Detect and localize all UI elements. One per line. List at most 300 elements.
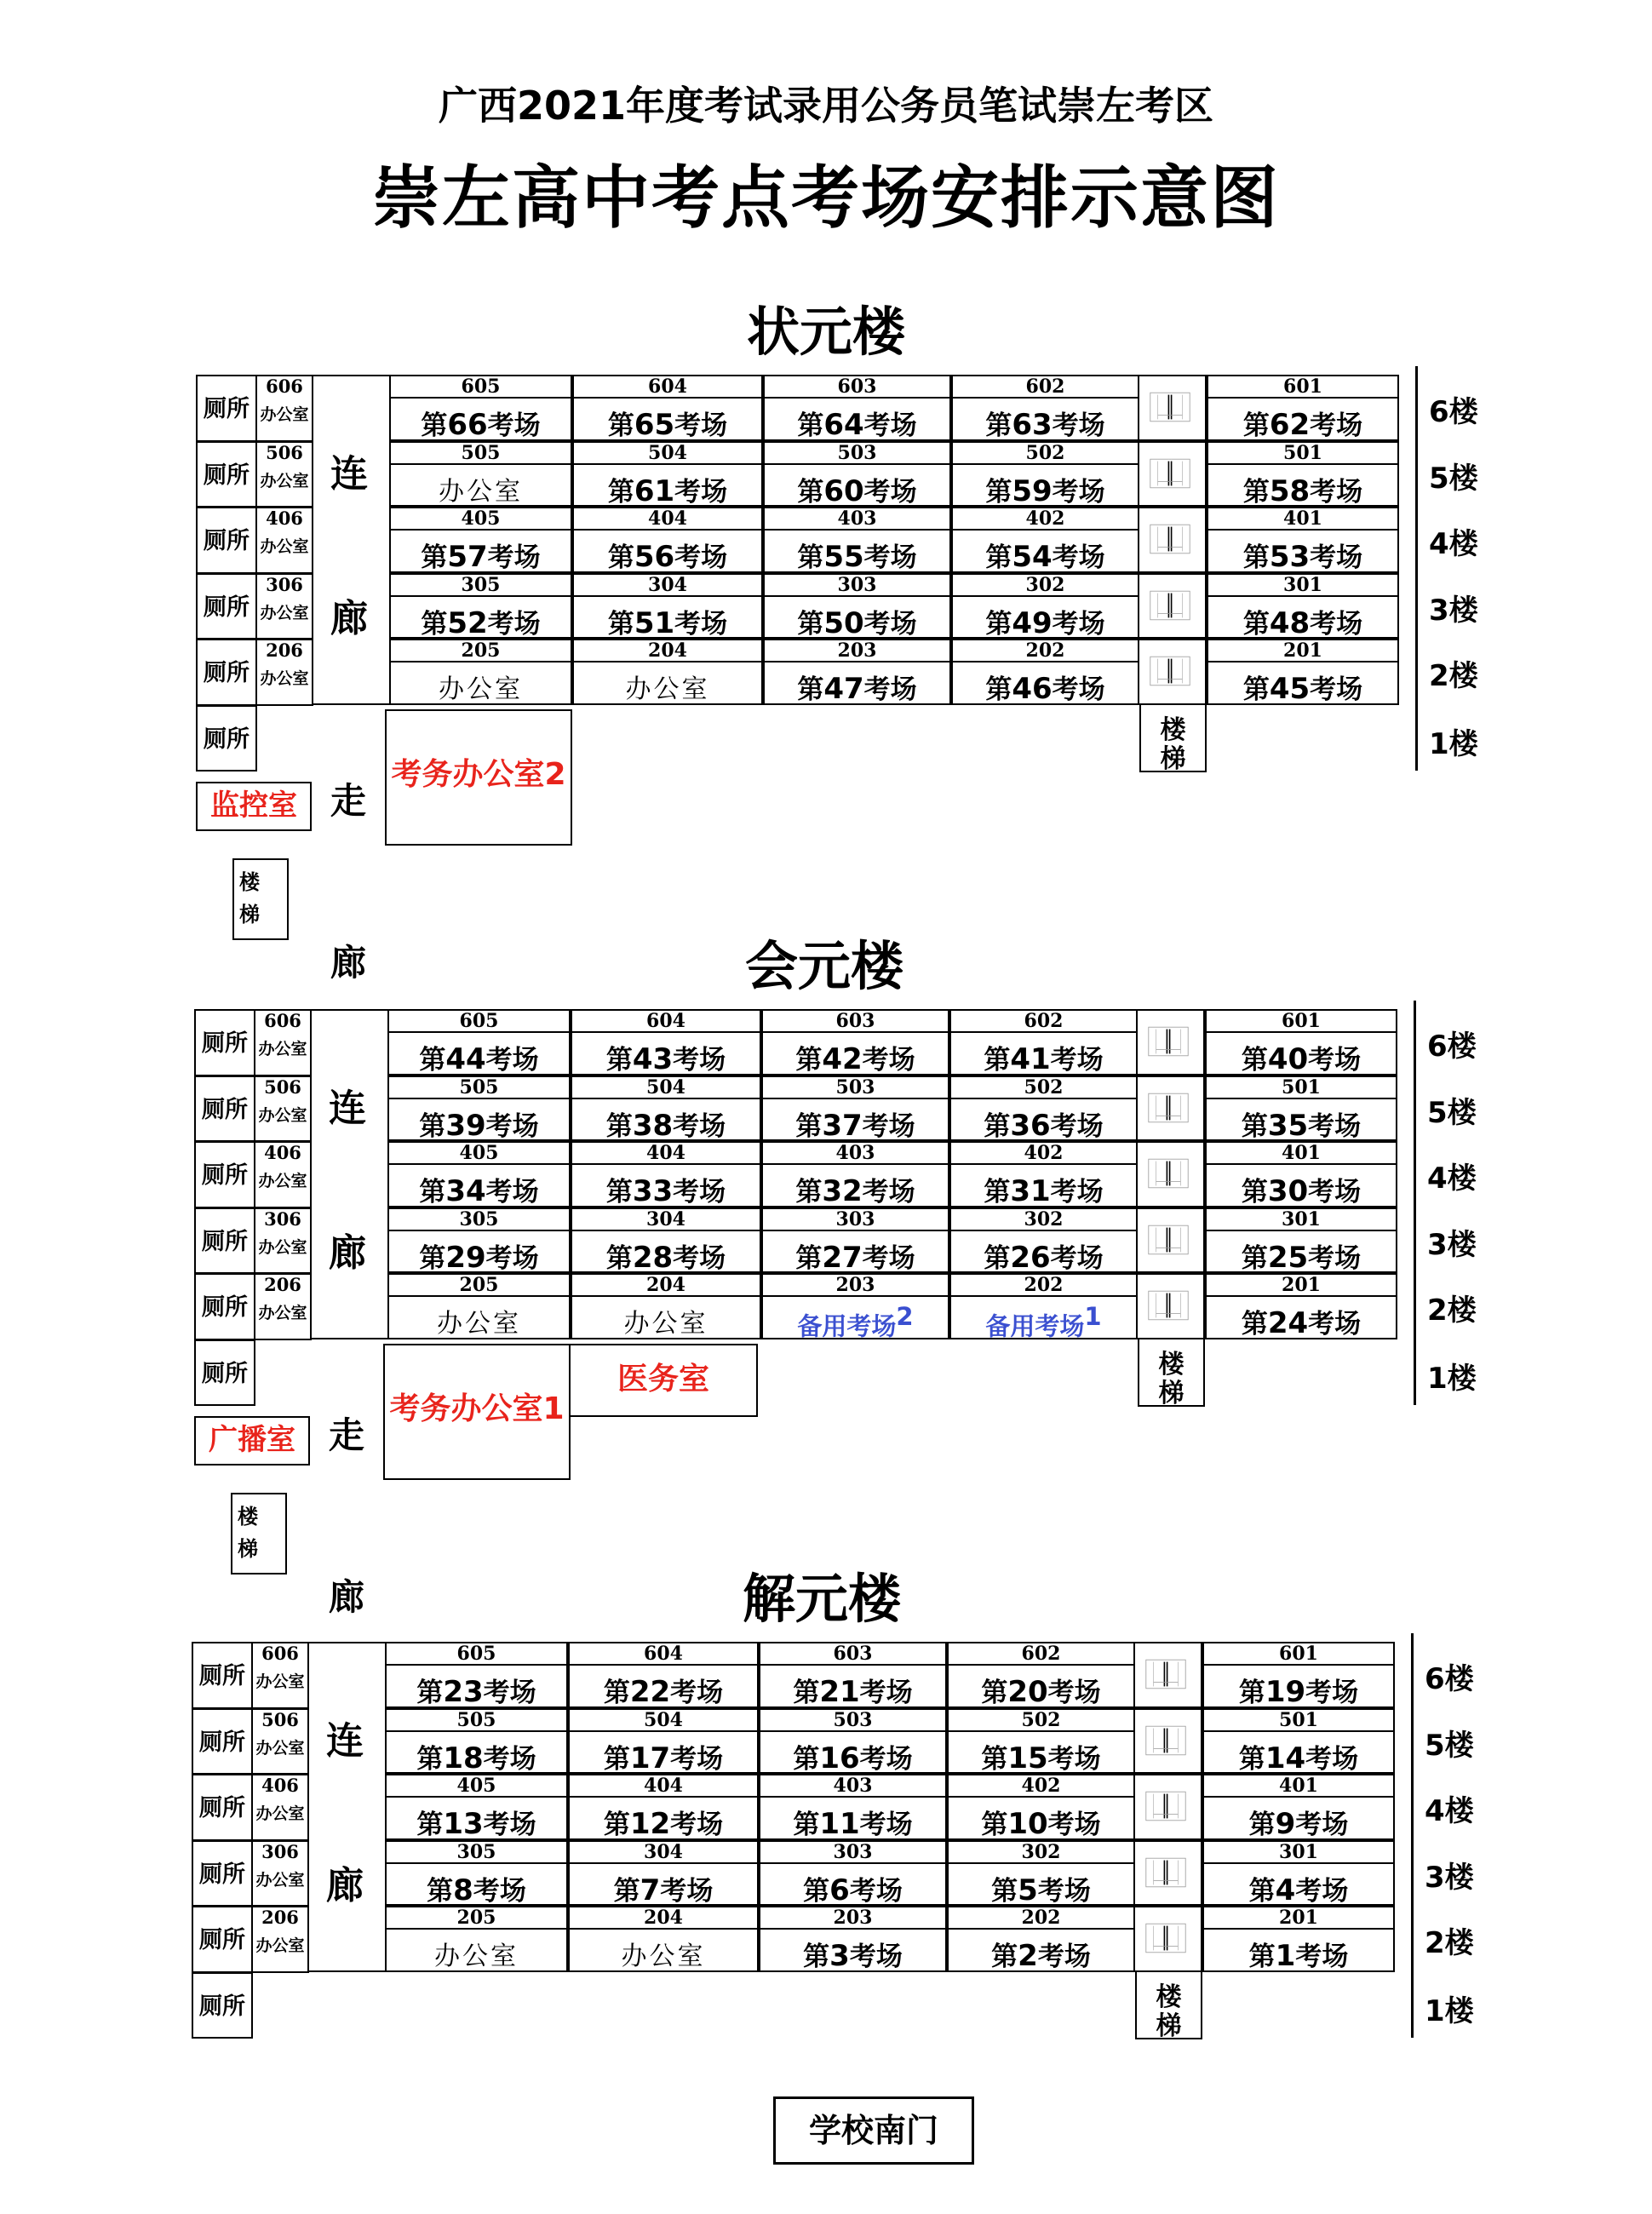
stair-icon: [1150, 654, 1190, 688]
exam-prefix: 第: [419, 1110, 446, 1142]
room-cell: [1205, 1141, 1397, 1207]
room-label: [951, 1038, 1136, 1076]
room-label: [572, 1302, 760, 1339]
room-cell: [763, 639, 951, 705]
room-number: 202: [1025, 640, 1065, 662]
exam-prefix: 第: [795, 1242, 823, 1274]
room-label: [953, 668, 1138, 706]
exam-number: 34: [445, 1174, 486, 1208]
room-label: [391, 404, 571, 442]
exam-number: 54: [1012, 540, 1053, 574]
exam-prefix: 第: [607, 476, 634, 508]
exam-prefix: 第: [984, 1045, 1011, 1075]
stair-icon: [1145, 1724, 1186, 1758]
exam-number: 59: [1012, 473, 1053, 508]
room-cell: [389, 639, 572, 705]
room-cell: [763, 507, 951, 573]
corridor-char: 连: [326, 1719, 364, 1763]
exam-number: 33: [632, 1174, 674, 1208]
side-office-cell: [254, 1075, 312, 1143]
side-room-number: 606: [266, 376, 303, 397]
side-room-number: 606: [264, 1010, 301, 1031]
grid-right-border: [1397, 375, 1399, 705]
exam-prefix: 第: [803, 1942, 830, 1972]
stair-icon: [1145, 1921, 1186, 1955]
room-number: 402: [1021, 1775, 1061, 1797]
room-cell: [761, 1141, 949, 1207]
office-label: 办公室: [625, 674, 710, 704]
room-label: [763, 1302, 948, 1342]
room-number-strip: [391, 508, 571, 531]
exam-prefix: 第: [1248, 1810, 1276, 1840]
exam-prefix: 第: [416, 1810, 444, 1840]
exam-prefix: 第: [603, 1678, 630, 1708]
room-number: 505: [459, 1075, 499, 1098]
room-number-strip: [763, 1209, 948, 1231]
room-cell: [947, 1642, 1135, 1708]
office-label: 办公室: [439, 674, 523, 704]
room-number-strip: [574, 640, 761, 662]
exam-number: 45: [1269, 672, 1311, 706]
exam-number: 31: [1010, 1174, 1051, 1208]
room-label: [389, 1170, 569, 1208]
room-number-strip: [1207, 1275, 1396, 1297]
stair-label: 楼: [1160, 714, 1186, 745]
exam-number: 23: [443, 1675, 484, 1709]
room-cell: [385, 1906, 568, 1972]
room-number: 603: [833, 1643, 873, 1665]
room-number-strip: [574, 443, 761, 465]
room-cell: [571, 1273, 761, 1339]
room-label: [765, 536, 949, 574]
room-label: [763, 1236, 948, 1275]
building-name: 解元楼: [742, 1568, 901, 1630]
exam-prefix: 第: [605, 1177, 633, 1207]
side-office-cell: [251, 1840, 309, 1907]
room-cell: [947, 1906, 1135, 1972]
room-cell: [568, 1642, 759, 1708]
room-number: 603: [835, 1010, 875, 1032]
room-number: 404: [648, 508, 687, 530]
room-number: 502: [1024, 1075, 1064, 1098]
room-number-strip: [760, 1643, 945, 1666]
exam-suffix: 考场: [674, 542, 728, 573]
room-label: [572, 1236, 760, 1275]
room-label: [387, 1869, 566, 1907]
exam-suffix: 考场: [849, 1875, 903, 1907]
room-number: 405: [456, 1775, 496, 1797]
corridor-frame: [307, 1642, 385, 1972]
room-cell: [1202, 1906, 1395, 1972]
room-number-strip: [760, 1775, 945, 1798]
exam-prefix: 第: [981, 1810, 1008, 1840]
room-number-strip: [1208, 443, 1397, 465]
room-label: [949, 1869, 1133, 1907]
exam-number: 2: [1018, 1939, 1038, 1973]
exam-number: 66: [447, 408, 488, 442]
exam-suffix: 考场: [1047, 1810, 1101, 1840]
room-cell: [949, 1273, 1138, 1339]
room-cell: [1207, 507, 1399, 573]
exam-number: 12: [629, 1807, 671, 1841]
room-number-strip: [389, 1275, 569, 1297]
room-number-strip: [572, 1011, 760, 1033]
room-cell: [389, 507, 572, 573]
room-label: [391, 668, 571, 705]
side-office-cell: [255, 441, 313, 508]
side-stair: [232, 858, 292, 944]
room-cell: [951, 375, 1139, 441]
exam-suffix: 考场: [1037, 1942, 1091, 1972]
room-label: [760, 1803, 945, 1841]
room-label: [389, 1104, 569, 1143]
exam-prefix: 第: [984, 1242, 1011, 1274]
stairwell-cell: [1138, 1009, 1205, 1075]
room-cell: [572, 375, 763, 441]
stair-label: 楼: [239, 869, 260, 894]
room-number-strip: [389, 1209, 569, 1231]
title-line-2: 崇左高中考点考场安排示意图: [372, 158, 1280, 238]
room-label: [953, 404, 1138, 442]
room-label: [765, 404, 949, 442]
stair-icon: [1150, 522, 1190, 556]
room-cell: [385, 1774, 568, 1840]
spare-room-label: 备用考场: [985, 1311, 1085, 1341]
exam-number: 10: [1007, 1807, 1048, 1841]
exam-prefix: 第: [605, 1045, 633, 1075]
exam-prefix: 第: [1241, 1045, 1268, 1075]
room-label: [763, 1170, 948, 1208]
exam-number: 19: [1265, 1675, 1306, 1709]
room-number-strip: [1207, 1077, 1396, 1099]
room-number: 502: [1025, 441, 1065, 464]
room-number-strip: [1208, 376, 1397, 399]
room-number-strip: [387, 1643, 566, 1666]
room-label: [1204, 1803, 1393, 1841]
stairwell-cell: [1139, 573, 1207, 640]
room-label: [760, 1869, 945, 1907]
room-cell: [572, 441, 763, 508]
stair-icon: [1148, 1223, 1189, 1257]
room-label: [765, 470, 949, 508]
exam-prefix: 第: [419, 1177, 446, 1207]
stair-icon: [1148, 1156, 1189, 1190]
room-number-strip: [572, 1077, 760, 1099]
room-label: [760, 1935, 945, 1973]
room-number: 202: [1024, 1274, 1064, 1296]
room-number-strip: [1207, 1143, 1396, 1165]
exam-suffix: 考场: [485, 1177, 539, 1207]
exam-number: 16: [819, 1741, 860, 1775]
side-room-number: 306: [266, 573, 303, 595]
room-cell: [949, 1141, 1138, 1207]
side-room-number: 406: [261, 1775, 299, 1796]
room-number-strip: [574, 575, 761, 597]
room-number: 601: [1283, 376, 1322, 398]
room-number: 402: [1024, 1142, 1064, 1164]
exam-prefix: 第: [991, 1875, 1018, 1907]
exam-prefix: 第: [419, 1045, 446, 1075]
exam-suffix: 考场: [473, 1875, 526, 1907]
room-cell: [571, 1141, 761, 1207]
room-label: [953, 536, 1138, 574]
exam-prefix: 第: [795, 1045, 823, 1075]
exam-number: 7: [640, 1873, 661, 1907]
room-label: [951, 1236, 1136, 1275]
exam-number: 64: [823, 408, 864, 442]
room-label: [760, 1737, 945, 1775]
room-label: [765, 668, 949, 706]
exam-suffix: 考场: [487, 542, 541, 573]
room-label: [572, 1038, 760, 1076]
room-cell: [949, 1207, 1138, 1274]
room-number: 204: [646, 1274, 685, 1296]
exam-prefix: 第: [1248, 1875, 1276, 1907]
exam-number: 25: [1267, 1240, 1309, 1275]
stairwell-ground: [1139, 703, 1207, 773]
exam-prefix: 第: [1241, 1177, 1268, 1207]
toilet-label: 厕所: [194, 1141, 255, 1208]
room-number: 302: [1025, 573, 1065, 596]
room-number-strip: [951, 1209, 1136, 1231]
room-cell: [763, 441, 951, 508]
floor-label: 6楼: [1425, 1662, 1474, 1696]
side-office-label: 办公室: [255, 1672, 305, 1691]
room-number-strip: [760, 1842, 945, 1864]
stairwell-cell: [1139, 375, 1207, 441]
floor-label: 1楼: [1425, 1993, 1474, 2028]
side-office-label: 办公室: [255, 1738, 305, 1758]
room-number: 201: [1283, 640, 1322, 662]
room-number-strip: [763, 1077, 948, 1099]
exam-number: 62: [1269, 408, 1311, 442]
exam-number: 21: [819, 1675, 860, 1709]
toilet-label: 厕所: [192, 1906, 253, 1973]
room-number: 602: [1025, 376, 1065, 398]
room-label: [1204, 1737, 1393, 1775]
side-room-number: 506: [261, 1708, 299, 1730]
exam-suffix: 考场: [1295, 1810, 1349, 1840]
exam-suffix: 考场: [483, 1743, 536, 1775]
floor-label: 5楼: [1425, 1728, 1474, 1763]
exam-number: 40: [1267, 1042, 1309, 1076]
room-number-strip: [949, 1710, 1133, 1732]
room-cell: [571, 1009, 761, 1075]
exam-number: 13: [443, 1807, 484, 1841]
room-number: 203: [835, 1274, 875, 1296]
exam-suffix: 考场: [670, 1678, 724, 1708]
exam-prefix: 第: [797, 410, 824, 441]
floor-label: 2楼: [1429, 659, 1478, 693]
side-stair-box: [232, 858, 289, 940]
room-cell: [761, 1207, 949, 1274]
room-label: [953, 470, 1138, 508]
room-cell: [951, 507, 1139, 573]
toilet-label: 厕所: [196, 507, 257, 574]
room-label: [949, 1671, 1133, 1709]
room-number-strip: [765, 508, 949, 531]
exam-number: 47: [823, 672, 864, 706]
exam-suffix: 考场: [862, 1177, 915, 1207]
exam-suffix: 考场: [1305, 1678, 1359, 1708]
exam-prefix: 第: [416, 1678, 444, 1708]
room-number: 303: [833, 1840, 873, 1863]
room-cell: [1202, 1708, 1395, 1775]
corridor-char: 廊: [329, 1231, 366, 1275]
room-label: [389, 1038, 569, 1076]
exam-number: 29: [445, 1240, 486, 1275]
exam-prefix: 第: [985, 410, 1012, 441]
side-room-number: 406: [264, 1142, 301, 1163]
room-label: [1207, 1038, 1396, 1076]
room-number: 203: [833, 1907, 873, 1929]
room-number-strip: [1207, 1011, 1396, 1033]
stair-label: 梯: [1158, 1378, 1185, 1408]
side-office-label: 办公室: [255, 1804, 305, 1823]
room-label: [574, 668, 761, 705]
exam-suffix: 考场: [1308, 1177, 1362, 1207]
room-label: [1208, 602, 1397, 640]
room-cell: [759, 1708, 947, 1775]
room-label: [574, 470, 761, 508]
room-number: 404: [646, 1142, 685, 1164]
room-number: 501: [1283, 441, 1322, 464]
room-number: 301: [1279, 1840, 1318, 1863]
exam-prefix: 第: [1238, 1678, 1265, 1708]
room-cell: [572, 573, 763, 640]
side-office-cell: [251, 1642, 309, 1709]
stair-icon: [1145, 1789, 1186, 1823]
side-office-cell: [254, 1141, 312, 1208]
exam-number: 42: [822, 1042, 863, 1076]
floor-label: 6楼: [1429, 395, 1478, 429]
side-office-cell: [255, 639, 313, 706]
room-number-strip: [389, 1077, 569, 1099]
side-office-label: 办公室: [258, 1237, 307, 1257]
exam-number: 5: [1018, 1873, 1038, 1907]
room-cell: [1202, 1840, 1395, 1907]
room-number: 503: [837, 441, 877, 464]
room-label: [1204, 1935, 1393, 1973]
room-number-strip: [1204, 1643, 1393, 1666]
floor-label: 4楼: [1425, 1794, 1474, 1828]
office-label: 办公室: [621, 1942, 706, 1971]
floor-scale-line: [1411, 1633, 1414, 2038]
stairwell-cell: [1139, 507, 1207, 573]
room-cell: [1207, 375, 1399, 441]
room-cell: [389, 573, 572, 640]
room-number-strip: [763, 1143, 948, 1165]
room-number-strip: [953, 443, 1138, 465]
room-label: [1204, 1671, 1393, 1709]
side-office-cell: [254, 1009, 312, 1076]
room-number: 604: [644, 1643, 683, 1665]
spare-room-label: 备用考场: [797, 1311, 897, 1341]
room-number: 603: [837, 376, 877, 398]
room-cell: [568, 1840, 759, 1907]
room-number-strip: [949, 1907, 1133, 1930]
stairwell-cell: [1138, 1207, 1205, 1274]
exam-suffix: 考场: [670, 1743, 724, 1775]
exam-suffix: 考场: [670, 1810, 724, 1840]
room-number-strip: [760, 1710, 945, 1732]
exam-suffix: 考场: [863, 476, 917, 508]
room-label: [389, 1236, 569, 1275]
stairwell-cell: [1139, 441, 1207, 508]
exam-number: 28: [632, 1240, 674, 1275]
room-label: [574, 536, 761, 574]
corridor-frame: [310, 1009, 387, 1339]
exam-suffix: 考场: [1308, 1045, 1362, 1075]
room-number-strip: [1208, 640, 1397, 662]
room-number: 304: [648, 573, 687, 596]
room-cell: [385, 1708, 568, 1775]
room-number: 405: [461, 508, 501, 530]
room-cell: [761, 1273, 949, 1339]
exam-number: 56: [634, 540, 675, 574]
room-number-strip: [570, 1775, 757, 1798]
exam-suffix: 考场: [863, 542, 917, 573]
side-room-number: 306: [261, 1840, 299, 1862]
side-office-label: 办公室: [258, 1040, 307, 1058]
exam-suffix: 考场: [1295, 1942, 1349, 1972]
room-label: [760, 1671, 945, 1709]
toilet-label: 厕所: [194, 1075, 255, 1143]
exam-prefix: 第: [419, 1242, 446, 1274]
exam-number: 3: [829, 1939, 850, 1973]
room-label: [574, 404, 761, 442]
room-number-strip: [570, 1842, 757, 1864]
room-number-strip: [570, 1643, 757, 1666]
floor-scale-line: [1415, 366, 1418, 771]
exam-suffix: 考场: [673, 1177, 726, 1207]
stairwell-cell: [1135, 1840, 1202, 1907]
exam-number: 4: [1275, 1873, 1296, 1907]
room-number-strip: [572, 1275, 760, 1297]
exam-prefix: 第: [985, 542, 1012, 573]
room-cell: [947, 1840, 1135, 1907]
corridor-char: 连: [329, 1087, 366, 1130]
exam-number: 37: [822, 1108, 863, 1143]
floor-label: 3楼: [1425, 1860, 1474, 1895]
exam-prefix: 第: [427, 1875, 454, 1907]
side-room-number: 206: [264, 1274, 301, 1295]
room-cell: [1205, 1009, 1397, 1075]
exam-number: 51: [634, 605, 675, 640]
room-label: [572, 1104, 760, 1143]
exam-prefix: 第: [797, 674, 824, 705]
room-number-strip: [387, 1907, 566, 1930]
side-office-cell: [255, 573, 313, 640]
toilet-label: 厕所: [196, 573, 257, 640]
room-cell: [387, 1207, 571, 1274]
side-office-label: 办公室: [260, 603, 309, 622]
exam-suffix: 考场: [485, 1045, 539, 1075]
exam-prefix: 第: [985, 674, 1012, 705]
room-number: 303: [837, 573, 877, 596]
room-number-strip: [574, 508, 761, 531]
room-cell: [571, 1207, 761, 1274]
room-label: [572, 1170, 760, 1208]
exam-number: 14: [1265, 1741, 1306, 1775]
room-cell: [1205, 1273, 1397, 1339]
room-number: 305: [459, 1207, 499, 1230]
side-room-label: 广播室: [194, 1416, 310, 1465]
exam-number: 20: [1007, 1675, 1048, 1709]
floor-label: 2楼: [1427, 1293, 1477, 1328]
room-number-strip: [763, 1011, 948, 1033]
room-cell: [572, 507, 763, 573]
